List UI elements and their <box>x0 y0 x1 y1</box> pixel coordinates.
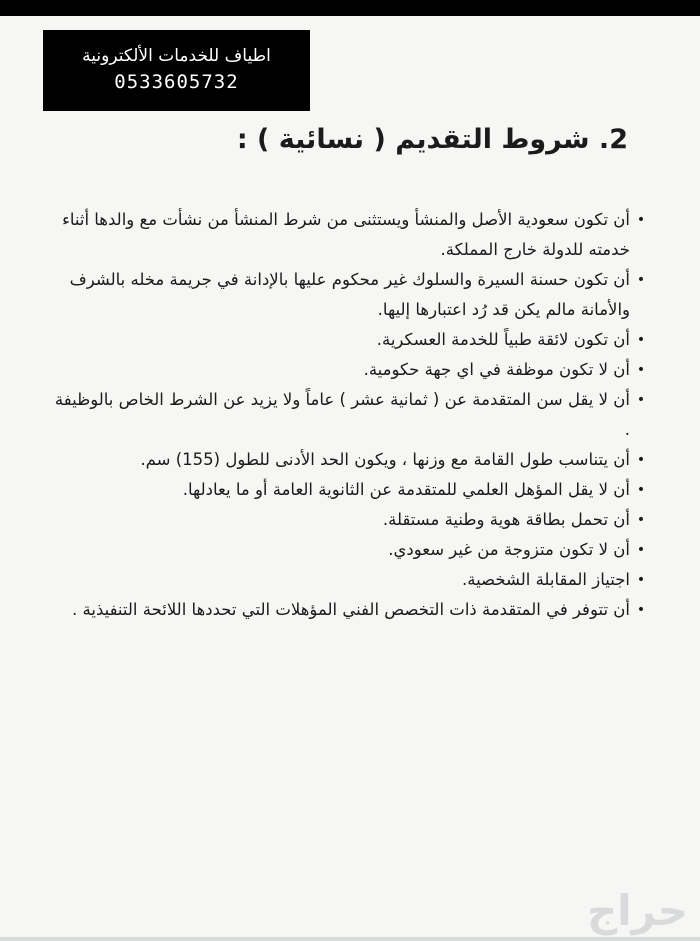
list-item <box>52 475 652 505</box>
bottom-bar <box>0 937 700 941</box>
list-item <box>52 535 652 565</box>
bullet-icon: • <box>636 332 646 348</box>
list-item-text: أن تحمل بطاقة هوية وطنية مستقلة. <box>382 510 630 529</box>
list-item-text: أن يتناسب طول القامة مع وزنها ، ويكون الحد الأدنى للطول (155) سم. <box>140 450 630 469</box>
list-item-text: أن تكون سعودية الأصل والمنشأ ويستثنى من شرط المنشأ من نشأت مع والدها أثناء خدمته للدولة خارج المملكة. <box>62 210 630 259</box>
list-item <box>52 385 652 445</box>
bullet-icon: • <box>636 602 646 618</box>
bullet-icon: • <box>636 362 646 378</box>
list-item-text: أن تكون حسنة السيرة والسلوك غير محكوم عليها بالإدانة في جريمة مخله بالشرف والأمانة مالم يكن قد رُد اعتبارها إليها. <box>69 270 630 319</box>
list-item-text: أن تتوفر في المتقدمة ذات التخصص الفني المؤهلات التي تحددها اللائحة التنفيذية . <box>72 600 630 619</box>
bullet-icon: • <box>636 512 646 528</box>
badge-business-name: اطياف للخدمات الألكترونية <box>82 46 271 66</box>
list-item-text: أن تكون لائقة طبياً للخدمة العسكرية. <box>376 330 630 349</box>
list-item <box>52 325 652 355</box>
bullet-icon: • <box>636 452 646 468</box>
list-item <box>52 565 652 595</box>
contact-badge <box>43 30 310 111</box>
bullet-icon: • <box>636 542 646 558</box>
list-item-text: اجتياز المقابلة الشخصية. <box>461 570 630 589</box>
bullet-icon: • <box>636 212 646 228</box>
bullet-icon: • <box>636 272 646 288</box>
list-item <box>52 265 652 325</box>
list-item-text: أن لا يقل سن المتقدمة عن ( ثمانية عشر ) عاماً ولا يزيد عن الشرط الخاص بالوظيفة . <box>54 390 630 439</box>
haraj-watermark: حراج <box>586 886 688 935</box>
top-bar <box>0 0 700 16</box>
list-item <box>52 445 652 475</box>
list-item-text: أن لا تكون متزوجة من غير سعودي. <box>388 540 630 559</box>
bullet-icon: • <box>636 482 646 498</box>
bullet-icon: • <box>636 392 646 408</box>
list-item-text: أن لا تكون موظفة في اي جهة حكومية. <box>363 360 630 379</box>
list-item <box>52 595 652 625</box>
list-item <box>52 505 652 535</box>
section-heading: 2. شروط التقديم ( نسائية ) : <box>236 124 628 155</box>
list-item <box>52 355 652 385</box>
bullet-icon: • <box>636 572 646 588</box>
list-item <box>52 205 652 265</box>
list-item-text: أن لا يقل المؤهل العلمي للمتقدمة عن الثانوية العامة أو ما يعادلها. <box>182 480 630 499</box>
badge-phone-number: 0533605732 <box>114 71 239 93</box>
requirements-list <box>52 205 652 625</box>
